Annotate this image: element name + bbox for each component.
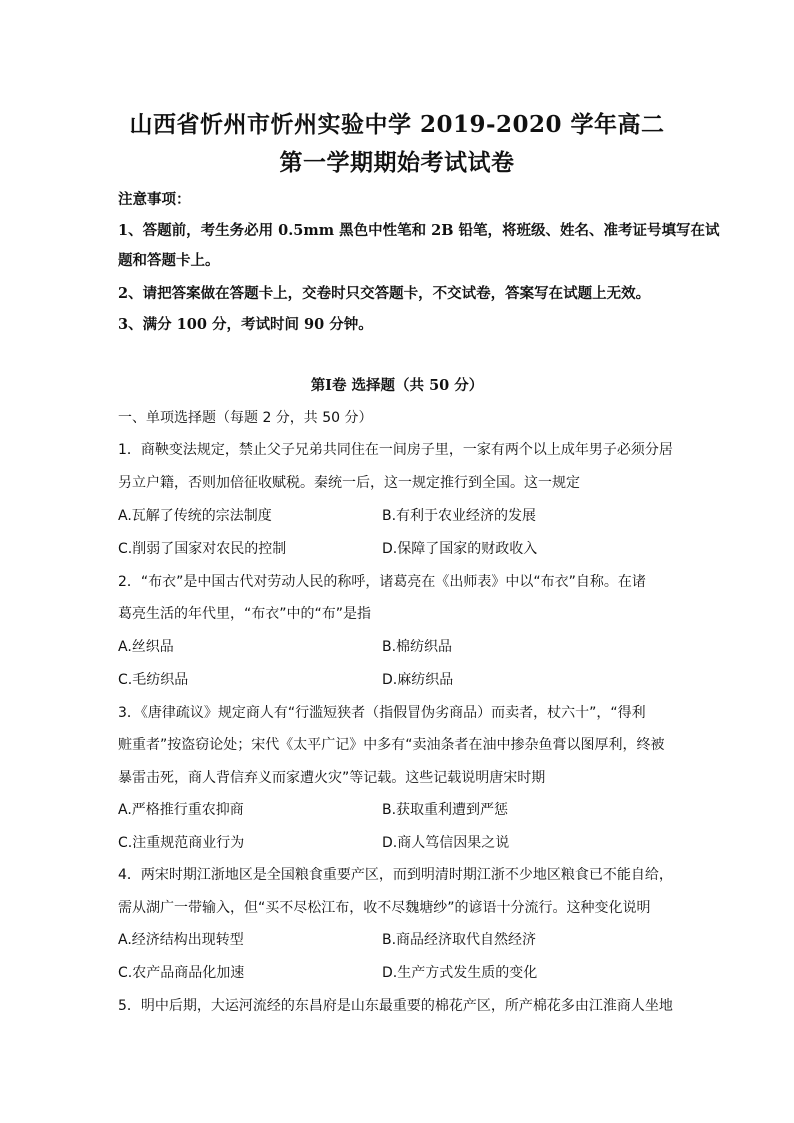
question-1-option-a: A.瓦解了传统的宗法制度 (118, 508, 272, 524)
question-1-option-d: D.保障了国家的财政收入 (382, 541, 538, 557)
question-5-line1: 5．明中后期，大运河流经的东昌府是山东最重要的棉花产区，所产棉花多由江淮商人坐地 (118, 998, 673, 1014)
question-3-option-d: D.商人笃信因果之说 (382, 835, 510, 851)
question-2-option-c: C.毛纺织品 (118, 672, 189, 688)
question-4-option-c: C.农产品商品化加速 (118, 965, 245, 981)
question-4-line2: 需从湖广一带输入，但“买不尽松江布，收不尽魏塘纱”的谚语十分流行。这种变化说明 (118, 900, 651, 916)
exam-title-line2: 第一学期期始考试试卷 (279, 149, 515, 176)
exam-title-line1: 山西省忻州市忻州实验中学 2019-2020 学年高二 (129, 111, 665, 138)
question-3-option-c: C.注重规范商业行为 (118, 835, 245, 851)
question-2-option-b: B.棉纺织品 (382, 639, 453, 655)
question-3-line3: 暴雷击死，商人背信弃义而家遭火灾”等记载。这些记载说明唐宋时期 (118, 770, 546, 786)
notes-heading: 注意事项： (118, 191, 191, 208)
question-2-line1: 2．“布衣”是中国古代对劳动人民的称呼，诸葛亮在《出师表》中以“布衣”自称。在诸 (118, 574, 646, 590)
question-3-line2: 赃重者”按盗窃论处；宋代《太平广记》中多有“卖油条者在油中掺杂鱼膏以图厚利，终被 (118, 737, 665, 753)
question-4-option-b: B.商品经济取代自然经济 (382, 932, 537, 948)
question-1-line1: 1．商鞅变法规定，禁止父子兄弟共同住在一间房子里，一家有两个以上成年男子必须分居 (118, 442, 673, 458)
question-3-option-a: A.严格推行重农抑商 (118, 802, 244, 818)
question-3-line1: 3．《唐律疏议》规定商人有“行滥短狭者（指假冒伪劣商品）而卖者，杖六十”，“得利 (118, 705, 646, 721)
section-title: 第Ⅰ卷 选择题（共 50 分） (310, 377, 484, 394)
note-item-2: 2、请把答案做在答题卡上，交卷时只交答题卡，不交试卷，答案写在试题上无效。 (118, 285, 651, 302)
question-4-option-d: D.生产方式发生质的变化 (382, 965, 538, 981)
question-2-line2: 葛亮生活的年代里，“布衣”中的“布”是指 (118, 606, 372, 622)
question-1-option-c: C.削弱了国家对农民的控制 (118, 541, 287, 557)
question-4-line1: 4．两宋时期江浙地区是全国粮食重要产区，而到明清时期江浙不少地区粮食已不能自给， (118, 867, 673, 883)
note-item-3: 3、满分 100 分，考试时间 90 分钟。 (118, 316, 373, 333)
question-2-option-d: D.麻纺织品 (382, 672, 454, 688)
part-heading: 一、单项选择题（每题 2 分，共 50 分） (118, 410, 373, 426)
question-3-option-b: B.获取重利遭到严惩 (382, 802, 509, 818)
question-1-line2: 另立户籍，否则加倍征收赋税。秦统一后，这一规定推行到全国。这一规定 (118, 475, 580, 491)
question-4-option-a: A.经济结构出现转型 (118, 932, 244, 948)
note-item-1-line2: 题和答题卡上。 (118, 252, 220, 269)
note-item-1-line1: 1、答题前，考生务必用 0.5mm 黑色中性笔和 2B 铅笔，将班级、姓名、准考证号填写在试 (118, 222, 720, 239)
question-2-option-a: A.丝织品 (118, 639, 174, 655)
question-1-option-b: B.有利于农业经济的发展 (382, 508, 537, 524)
